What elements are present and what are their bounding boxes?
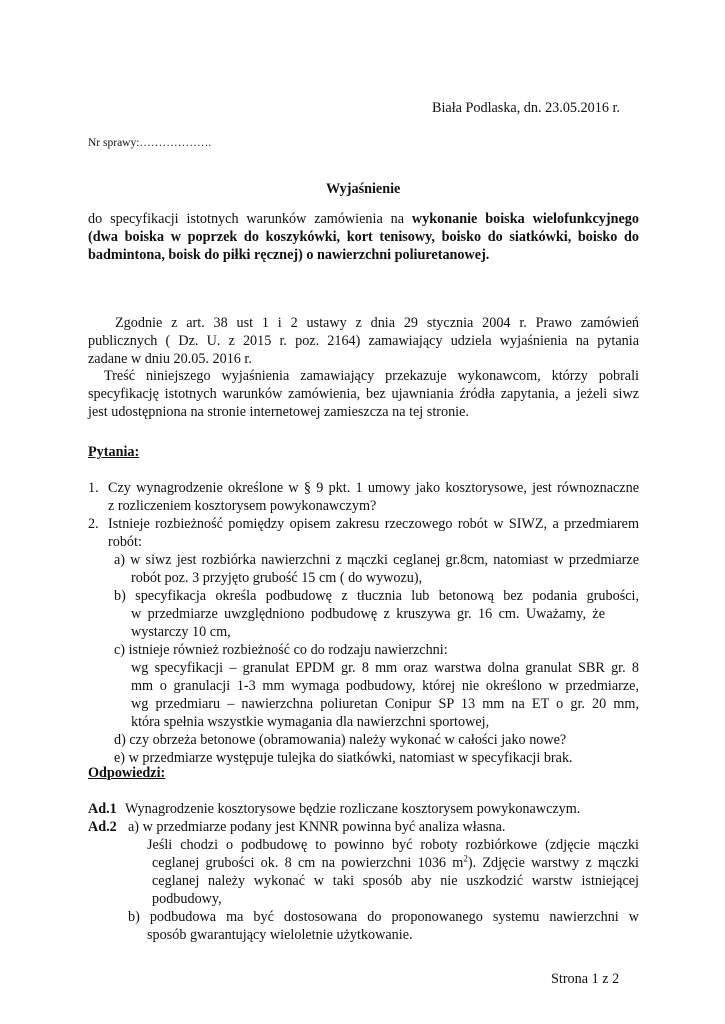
para1-line-3: zadane w dniu 20.05. 2016 r. (88, 351, 252, 367)
ad2-label: Ad.2 (88, 819, 117, 835)
intro-line-2: (dwa boiska w poprzek do koszykówki, kort tenisowy, boisko do siatkówki, boisko do (88, 229, 639, 245)
q2-c-line-3: mm o granulacji 1-3 mm wymaga podbudowy, której nie określono w przedmiarze, (131, 678, 639, 694)
ad2-a-line-4: ceglanej należy wykonać w taki sposób aby nie uszkodzić warstw istniejącej (152, 873, 639, 889)
ad2-b-line-1: b) podbudowa ma być dostosowana do proponowanego systemu nawierzchni w (128, 909, 639, 925)
ad2-a-line-5: podbudowy, (152, 891, 222, 907)
para1-line-1: Zgodnie z art. 38 ust 1 i 2 ustawy z dnia 29 stycznia 2004 r. Prawo zamówień (115, 315, 639, 331)
q2-number: 2. (88, 516, 99, 532)
superscript-2: 2 (463, 853, 468, 864)
q2-c-line-2: wg specyfikacji – granulat EPDM gr. 8 mm oraz warstwa dolna granulat SBR gr. 8 (131, 660, 639, 676)
para2-line-1: Treść niniejszego wyjaśnienia zamawiający przekazuje wykonawcom, którzy pobrali (104, 368, 639, 384)
ad2-b-line-2: sposób gwarantujący wieloletnie użytkowanie. (147, 927, 413, 943)
intro-line-3: badmintona, boisk do piłki ręcznej) o nawierzchni poliuretanowej. (88, 247, 490, 263)
q2-b-line-1: b) specyfikacja określa podbudowę z tłucznia lub betonową bez podania grubości, (114, 588, 639, 604)
q2-d-line: d) czy obrzeża betonowe (obramowania) należy wykonać w całości jako nowe? (114, 732, 567, 748)
intro-line-1 (88, 210, 639, 229)
ad1-label: Ad.1 (88, 801, 117, 817)
q2-line-2: robót: (108, 534, 142, 550)
para2-line-2: specyfikację istotnych warunków zamówienia, bez ujawniania źródła zapytania, a jeżeli siwz (88, 386, 639, 402)
q2-a-line-2: robót poz. 3 przyjęto grubość 15 cm ( do wywozu), (131, 570, 423, 586)
place-date: Biała Podlaska, dn. 23.05.2016 r. (432, 100, 620, 116)
para2-line-3: jest udostępniona na stronie internetowej zamieszcza na tej stronie. (88, 404, 469, 420)
case-number: Nr sprawy:………………. (88, 137, 212, 149)
answers-heading: Odpowiedzi: (88, 765, 166, 781)
q2-b-line-2: w przedmiarze uwzględniono podbudowę z kruszywa gr. 16 cm. Uważamy, że (131, 606, 605, 622)
q2-b-line-3: wystarczy 10 cm, (131, 624, 231, 640)
q1-number: 1. (88, 480, 99, 496)
q1-line-1: Czy wynagrodzenie określone w § 9 pkt. 1 umowy jako kosztorysowe, jest równoznaczne (108, 480, 639, 496)
q2-c-line-4: wg przedmiaru – nawierzchna poliuretan Conipur SP 13 mm na ET o gr. 20 mm, (131, 696, 639, 712)
q1-line-2: z rozliczeniem kosztorysem powykonawczym? (108, 498, 377, 514)
questions-heading: Pytania: (88, 444, 140, 460)
ad2-a-line-1: a) w przedmiarze podany jest KNNR powinna być analiza własna. (128, 819, 506, 835)
document-title: Wyjaśnienie (326, 181, 401, 197)
q2-e-line: e) w przedmiarze występuje tulejka do siatkówki, natomiast w specyfikacji brak. (114, 750, 573, 766)
q2-a-line-1: a) w siwz jest rozbiórka nawierzchni z mączki ceglanej gr.8cm, natomiast w przedmiarze (114, 552, 639, 568)
q2-line-1: Istnieje rozbieżność pomiędzy opisem zakresu rzeczowego robót w SIWZ, a przedmiarem (108, 516, 639, 532)
ad2-a-line-2: Jeśli chodzi o podbudowę to powinno być roboty rozbiórkowe (zdjęcie mączki (147, 837, 639, 853)
ad2-a-line-3-post: ). Zdjęcie warstwy z mączki (467, 855, 640, 871)
ad2-a-line-3 (152, 854, 639, 873)
intro-subject: wykonanie boiska wielofunkcyjnego (411, 211, 639, 227)
ad2-a-line-3-pre: ceglanej grubości ok. 8 cm na powierzchni 1036 m (152, 855, 464, 871)
q2-c-line-1: c) istnieje również rozbieżność co do rodzaju nawierzchni: (114, 642, 448, 658)
ad1-text: Wynagrodzenie kosztorysowe będzie rozliczane kosztorysem powykonawczym. (125, 801, 581, 817)
q2-c-line-5: która spełnia wszystkie wymagania dla nawierzchni sportowej, (131, 714, 490, 730)
page-number: Strona 1 z 2 (551, 971, 620, 987)
intro-lead: do specyfikacji istotnych warunków zamówienia na (88, 211, 412, 227)
para1-line-2: publicznych ( Dz. U. z 2015 r. poz. 2164) zamawiający udziela wyjaśnienia na pytania (88, 333, 639, 349)
